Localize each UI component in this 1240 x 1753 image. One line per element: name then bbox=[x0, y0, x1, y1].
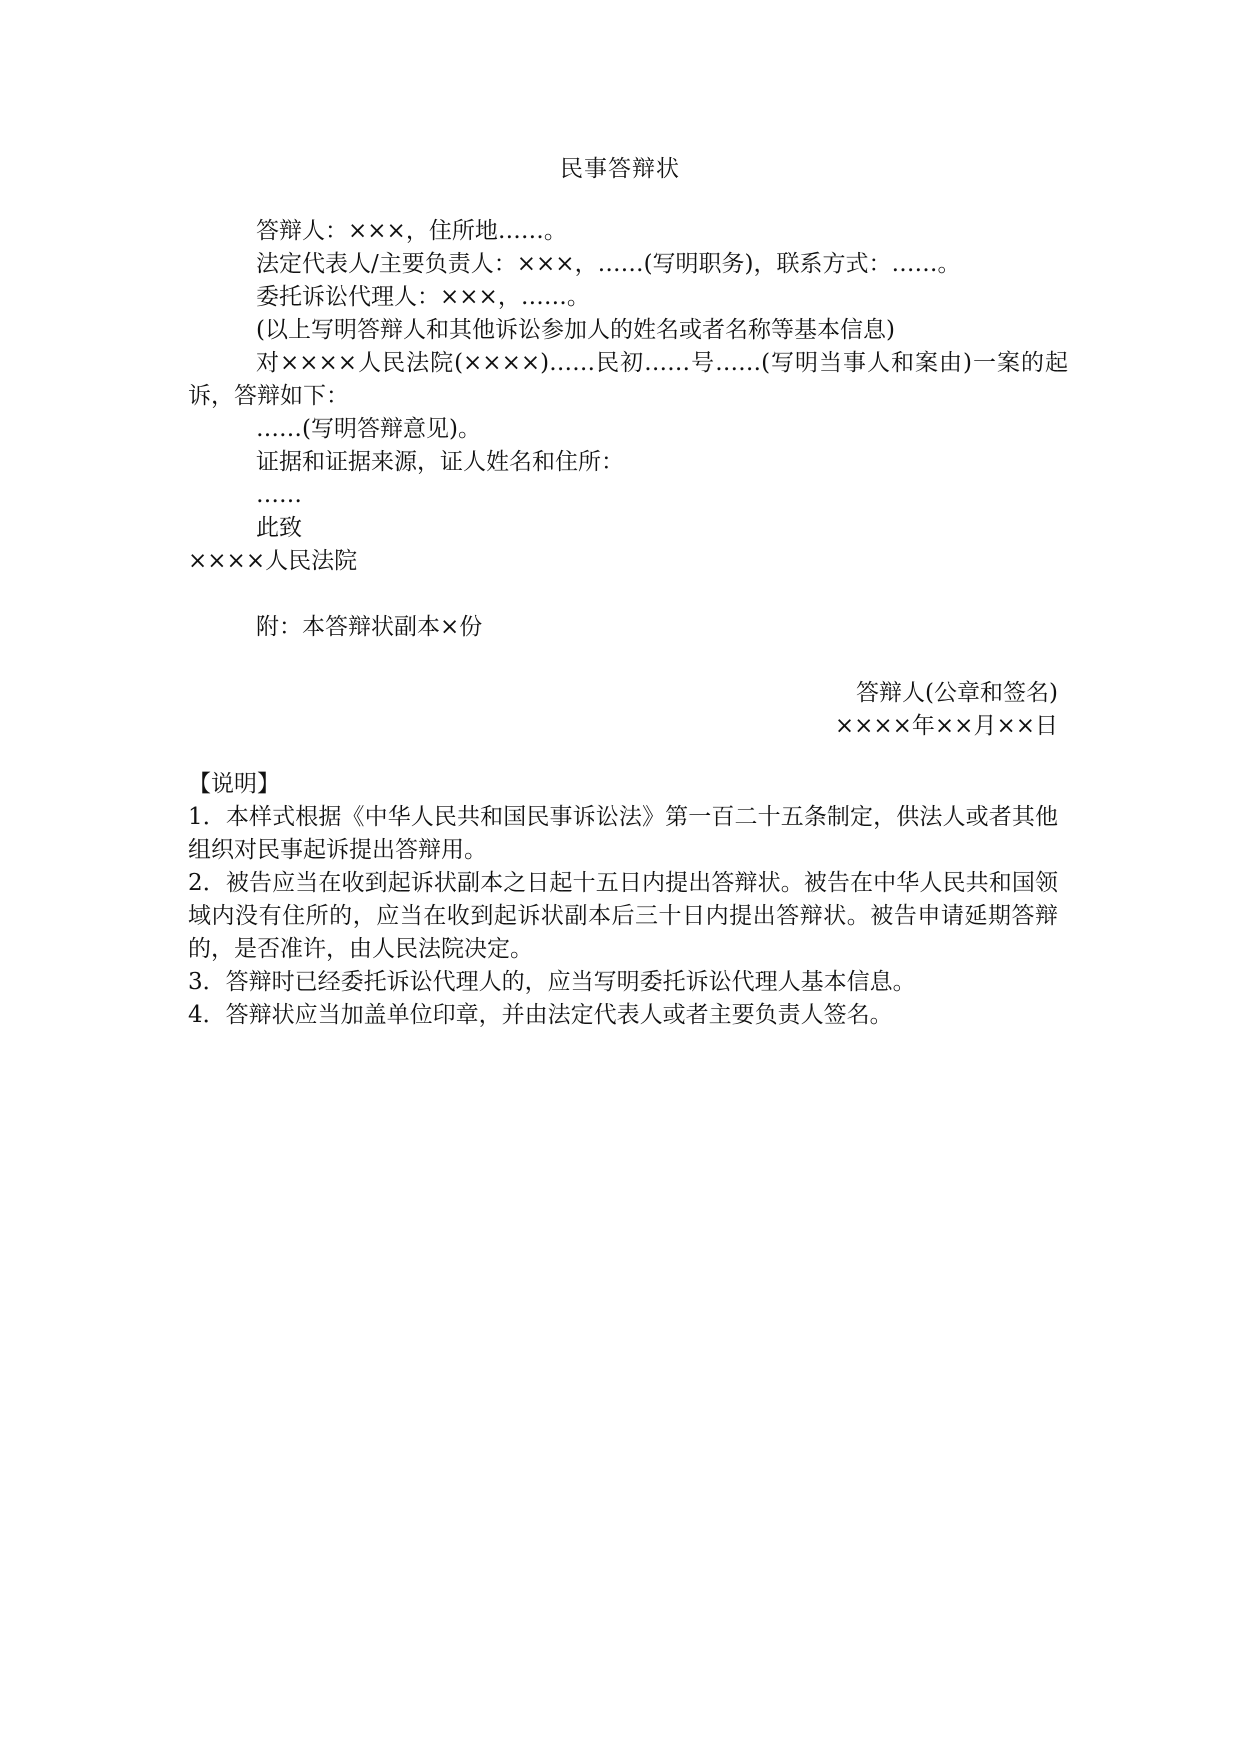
agent-line: 委托诉讼代理人：×××，……。 bbox=[256, 284, 590, 310]
signature-line: 答辩人(公章和签名) bbox=[856, 680, 1058, 706]
note-item: 3．答辩时已经委托诉讼代理人的，应当写明委托诉讼代理人基本信息。 bbox=[188, 969, 916, 995]
evidence-label: 证据和证据来源，证人姓名和住所： bbox=[256, 449, 624, 475]
court-name: ××××人民法院 bbox=[188, 548, 358, 574]
notes-section bbox=[188, 768, 1058, 1032]
notes-heading: 【说明】 bbox=[188, 771, 280, 797]
document-body bbox=[188, 215, 1068, 743]
opinion-line: ……(写明答辩意见)。 bbox=[256, 416, 481, 442]
spacer bbox=[188, 644, 1058, 677]
note-item: 1．本样式根据《中华人民共和国民事诉讼法》第一百二十五条制定，供法人或者其他组织对民事起诉提出答辩用。 bbox=[188, 804, 1058, 863]
party-note-line: (以上写明答辩人和其他诉讼参加人的姓名或者名称等基本信息) bbox=[256, 317, 895, 343]
date-line: ××××年××月××日 bbox=[834, 713, 1058, 739]
salutation: 此致 bbox=[256, 515, 302, 541]
case-paragraph: 对××××人民法院(××××)……民初……号……(写明当事人和案由)一案的起诉，答辩如下： bbox=[188, 350, 1068, 409]
legal-representative-line: 法定代表人/主要负责人：×××，……(写明职务)，联系方式：……。 bbox=[256, 251, 961, 277]
note-item: 2．被告应当在收到起诉状副本之日起十五日内提出答辩状。被告在中华人民共和国领域内没有住所的，应当在收到起诉状副本后三十日内提出答辩状。被告申请延期答辩的，是否准许，由人民法院决定。 bbox=[188, 870, 1058, 962]
evidence-content: …… bbox=[256, 482, 302, 508]
attachment-line: 附：本答辩状副本×份 bbox=[256, 614, 483, 640]
spacer bbox=[188, 578, 1058, 611]
note-item: 4．答辩状应当加盖单位印章，并由法定代表人或者主要负责人签名。 bbox=[188, 1002, 893, 1028]
document-title: 民事答辩状 bbox=[560, 156, 680, 182]
respondent-line: 答辩人：×××，住所地……。 bbox=[256, 218, 567, 244]
